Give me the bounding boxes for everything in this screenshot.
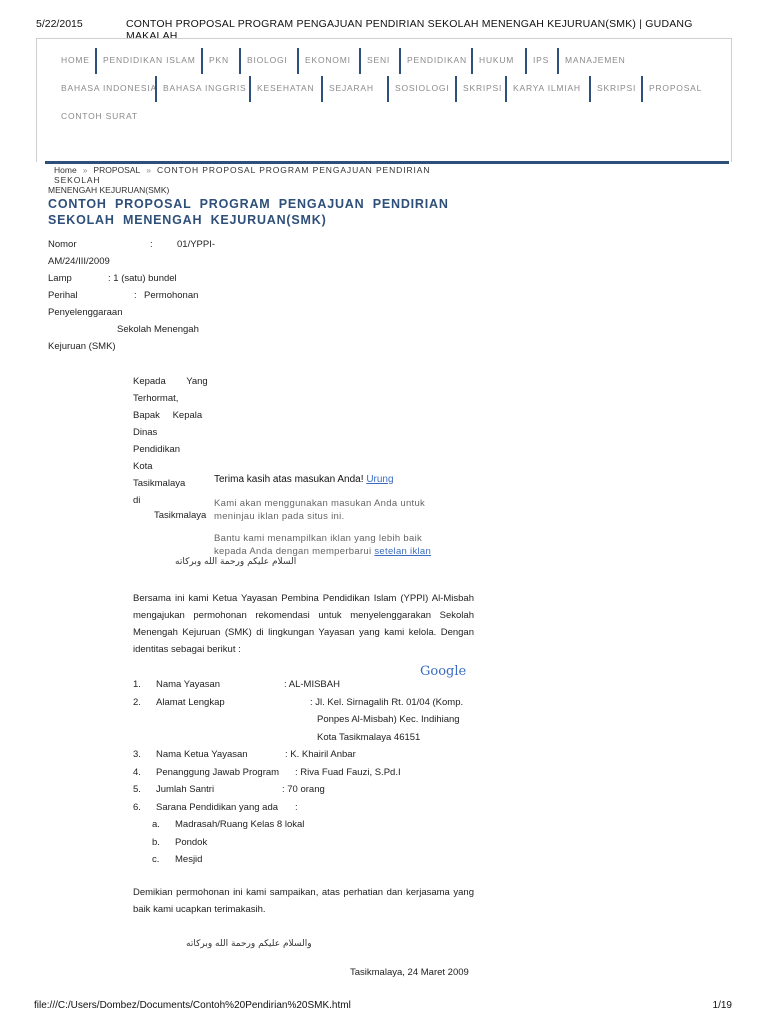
nav-item-pkn[interactable]: PKN <box>201 48 229 74</box>
nav-item-bahasa-indonesia[interactable]: BAHASA INDONESIA <box>61 83 157 93</box>
identity-label: Alamat Lengkap <box>156 696 225 708</box>
identity-item <box>133 711 474 729</box>
print-page-number: 1/19 <box>712 1000 732 1011</box>
ad-feedback-note-line: meninjau iklan pada situs ini. <box>214 511 345 522</box>
nav-item-biologi[interactable]: BIOLOGI <box>239 48 288 74</box>
nav-item-contoh-surat[interactable]: CONTOH SURAT <box>61 111 138 121</box>
identity-value: : <box>295 801 298 813</box>
nav-item-sejarah[interactable]: SEJARAH <box>321 76 374 102</box>
ad-feedback-settings-text: kepada Anda dengan memperbarui <box>214 546 372 557</box>
identity-label: Sarana Pendidikan yang ada <box>156 801 279 813</box>
breadcrumb <box>48 165 476 195</box>
identity-label: Nama Yayasan <box>156 679 221 690</box>
recipient-city: Tasikmalaya <box>154 510 207 521</box>
nav-item-seni[interactable]: SENI <box>359 48 390 74</box>
meta-perihal-colon: : <box>134 290 137 301</box>
recipient-line: Terhormat, <box>133 393 179 404</box>
meta-nomor-line-2: AM/24/III/2009 <box>48 256 110 267</box>
breadcrumb-current: CONTOH PROPOSAL PROGRAM PENGAJUAN PENDIRIAN SEKOLAH <box>54 165 431 185</box>
identity-value: : Riva Fuad Fauzi, S.Pd.I <box>295 766 401 778</box>
meta-perihal-label: Perihal <box>48 290 78 301</box>
identity-number: 6. <box>133 801 141 813</box>
nav-item-skripsi[interactable]: SKRIPSI <box>455 76 502 102</box>
print-date: 5/22/2015 <box>36 18 83 30</box>
facility-item <box>133 851 474 869</box>
meta-nomor-label: Nomor <box>48 239 77 250</box>
identity-number: 2. <box>133 696 141 708</box>
ad-feedback-settings-note <box>214 532 454 558</box>
recipient-line: Kepada Yang <box>133 376 208 387</box>
ad-feedback-thanks <box>214 474 394 485</box>
meta-lamp-label: Lamp <box>48 273 72 284</box>
recipient-block <box>133 373 213 509</box>
ad-feedback-note-line: Kami akan menggunakan masukan Anda untuk <box>214 498 426 509</box>
identity-list <box>133 676 474 869</box>
breadcrumb-separator: » <box>146 165 151 175</box>
meta-perihal-line-3: Sekolah Menengah <box>117 324 199 335</box>
meta-lamp-line <box>48 270 208 287</box>
identity-number: 3. <box>133 749 141 760</box>
identity-item <box>133 676 474 694</box>
print-page-title: CONTOH PROPOSAL PROGRAM PENGAJUAN PENDIRIAN SEKOLAH MENENGAH KEJURUAN(SMK) | GUDANG MAKALAH <box>126 18 693 42</box>
identity-item <box>133 746 474 764</box>
nav-item-manajemen[interactable]: MANAJEMEN <box>557 48 626 74</box>
navigation-menu-inner <box>45 39 729 164</box>
facility-label: Pondok <box>175 836 208 848</box>
identity-value: : K. Khairil Anbar <box>285 749 356 760</box>
ad-feedback-undo-link[interactable]: Urung <box>366 474 394 485</box>
salam-opening: السلام عليكم ورحمة الله وبركاته <box>175 557 297 567</box>
identity-number: 4. <box>133 766 141 778</box>
facility-item <box>133 834 474 852</box>
meta-perihal-line-4: Kejuruan (SMK) <box>48 341 116 352</box>
breadcrumb-current-continued: MENENGAH KEJURUAN(SMK) <box>48 185 170 195</box>
identity-value: : 70 orang <box>282 784 325 795</box>
nav-item-ekonomi[interactable]: EKONOMI <box>297 48 351 74</box>
ad-feedback-note <box>214 497 454 523</box>
breadcrumb-home[interactable]: Home <box>54 165 77 175</box>
salam-closing: والسلام عليكم ورحمة الله وبركاته <box>186 939 312 949</box>
nav-item-pendidikan[interactable]: PENDIDIKAN <box>399 48 467 74</box>
facility-letter: a. <box>152 819 160 830</box>
facility-letter: c. <box>152 854 160 865</box>
facility-letter: b. <box>152 836 160 848</box>
recipient-line: Tasikmalaya <box>133 478 186 489</box>
facility-item <box>133 816 474 834</box>
meta-nomor-value: 01/YPPI- <box>177 239 216 250</box>
recipient-line: Bapak Kepala <box>133 410 203 421</box>
meta-nomor-line <box>48 236 216 253</box>
identity-value: : Jl. Kel. Sirnagalih Rt. 01/04 (Komp. <box>310 696 464 708</box>
recipient-line: Pendidikan <box>133 444 181 455</box>
identity-item <box>133 781 474 799</box>
identity-number: 1. <box>133 679 141 690</box>
identity-item <box>133 799 474 817</box>
identity-item <box>133 729 474 747</box>
nav-item-pendidikan-islam[interactable]: PENDIDIKAN ISLAM <box>95 48 196 74</box>
nav-item-sosiologi[interactable]: SOSIOLOGI <box>387 76 449 102</box>
letter-meta <box>48 236 216 355</box>
print-file-url: file:///C:/Users/Dombez/Documents/Contoh%20Pendirian%20SMK.html <box>34 1000 351 1011</box>
signature-date: Tasikmalaya, 24 Maret 2009 <box>350 967 469 978</box>
nav-item-bahasa-inggris[interactable]: BAHASA INGGRIS <box>155 76 246 102</box>
identity-value: Ponpes Al-Misbah) Kec. Indihiang <box>317 714 460 725</box>
ad-feedback-thanks-text: Terima kasih atas masukan Anda! <box>214 474 364 485</box>
post-title: CONTOH PROPOSAL PROGRAM PENGAJUAN PENDIRIAN SEKOLAH MENENGAH KEJURUAN(SMK) <box>48 197 449 227</box>
intro-paragraph: Bersama ini kami Ketua Yayasan Pembina Pendidikan Islam (YPPI) Al-Misbah mengajukan permohonan rekomendasi untuk menyelenggarakan Sekolah Menengah Kejuruan (SMK) di lingkungan Yayasan yang kami kelola. Dengan identitas sebagai berikut : <box>133 593 474 655</box>
identity-label: Penanggung Jawab Program <box>156 766 280 778</box>
identity-label: Nama Ketua Yayasan <box>156 749 248 760</box>
recipient-line: Dinas <box>133 427 158 438</box>
breadcrumb-separator: » <box>82 165 88 175</box>
identity-item <box>133 764 474 782</box>
meta-perihal-value: Permohonan <box>144 290 199 301</box>
nav-item-ips[interactable]: IPS <box>525 48 549 74</box>
nav-item-skripsi-2[interactable]: SKRIPSI <box>589 76 636 102</box>
meta-lamp-value: : 1 (satu) bundel <box>108 273 177 284</box>
nav-item-hukum[interactable]: HUKUM <box>471 48 514 74</box>
meta-nomor-colon: : <box>150 239 153 250</box>
ad-settings-link[interactable]: setelan iklan <box>374 546 432 557</box>
recipient-line: di <box>133 495 141 506</box>
identity-value: Kota Tasikmalaya 46151 <box>317 731 421 743</box>
identity-number: 5. <box>133 784 141 795</box>
meta-perihal-line <box>48 287 208 304</box>
facility-label: Madrasah/Ruang Kelas 8 lokal <box>175 819 305 830</box>
identity-item <box>133 694 474 712</box>
meta-perihal-line-2: Penyelenggaraan <box>48 307 123 318</box>
nav-item-home[interactable]: HOME <box>61 55 90 65</box>
nav-item-kesehatan[interactable]: KESEHATAN <box>249 76 314 102</box>
breadcrumb-proposal[interactable]: PROPOSAL <box>93 165 141 175</box>
navigation-menu <box>36 38 732 162</box>
recipient-line: Kota <box>133 461 153 472</box>
identity-value: : AL-MISBAH <box>284 679 340 690</box>
identity-label: Jumlah Santri <box>156 784 215 795</box>
ad-feedback-settings-line: Bantu kami menampilkan iklan yang lebih baik <box>214 533 423 544</box>
google-logo-text: Google <box>420 664 467 679</box>
nav-item-proposal[interactable]: PROPOSAL <box>641 76 702 102</box>
facility-label: Mesjid <box>175 854 203 865</box>
nav-item-karya-ilmiah[interactable]: KARYA ILMIAH <box>505 76 581 102</box>
closing-paragraph: Demikian permohonan ini kami sampaikan, atas perhatian dan kerjasama yang baik kami ucapkan terimakasih. <box>133 887 474 915</box>
